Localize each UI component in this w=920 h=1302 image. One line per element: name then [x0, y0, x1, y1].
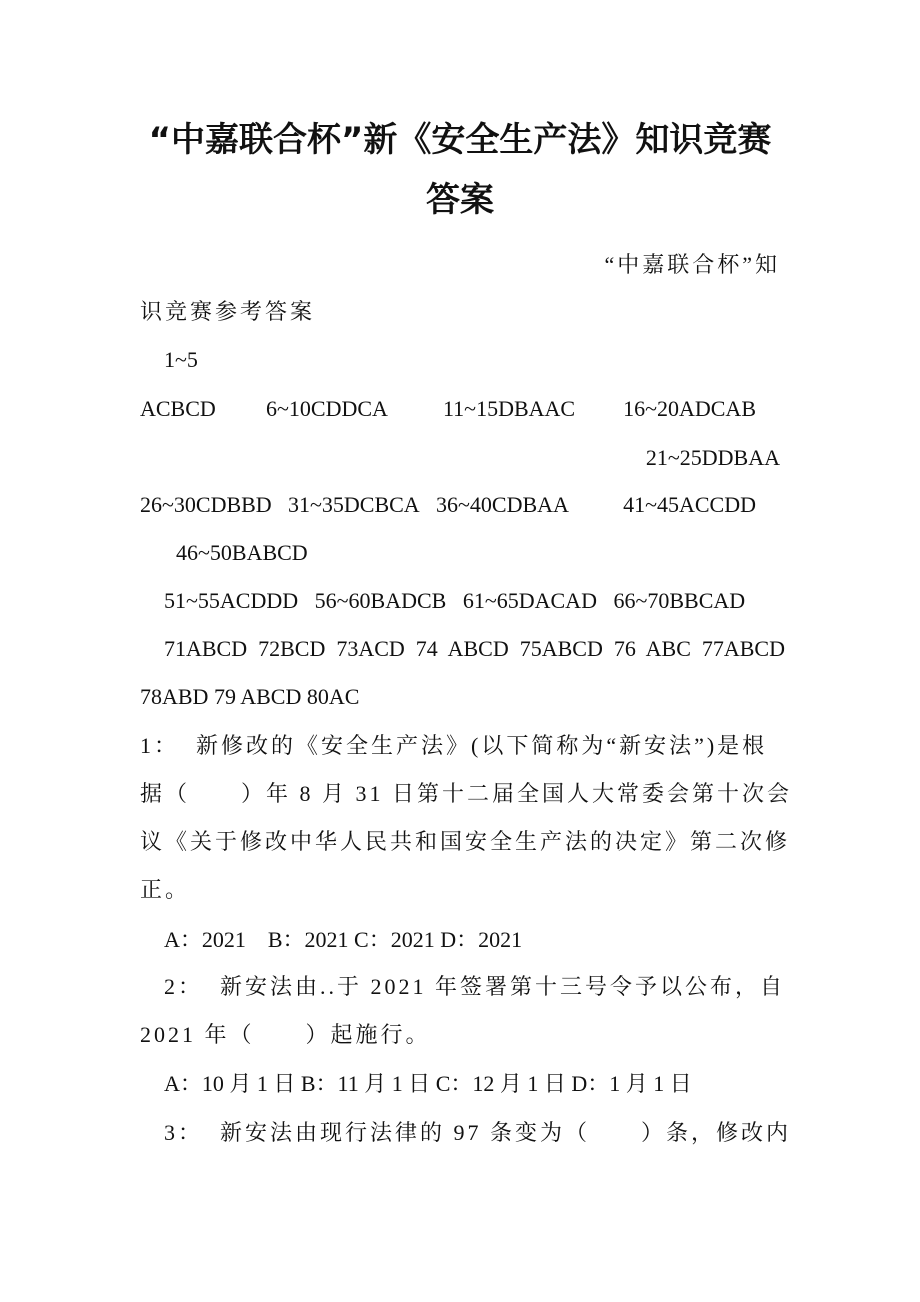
- answer-key-cell: 11~15DBAAC: [443, 396, 576, 421]
- answer-key-row: 21~25DDBAA: [645, 445, 780, 470]
- answer-key-cell: 6~10CDDCA: [266, 396, 388, 421]
- question-text-line: 2021 年（ ）起施行。: [140, 1022, 431, 1047]
- document-title-line-1: “中嘉联合杯”新《安全生产法》知识竞赛: [148, 120, 772, 160]
- answer-key-cell: 16~20ADCAB: [623, 396, 756, 421]
- answer-key-cell: ACBCD: [140, 396, 216, 421]
- answer-key-row: 51~55ACDDD 56~60BADCB 61~65DACAD 66~70BBCAD: [164, 588, 746, 613]
- question-text-line: 3： 新安法由现行法律的 97 条变为（ ）条，修改内: [164, 1120, 792, 1145]
- question-text-line: 据（ ）年 8 月 31 日第十二届全国人大常委会第十次会: [140, 781, 793, 806]
- question-text-line: 正。: [140, 877, 191, 902]
- answer-key-row: 46~50BABCD: [176, 540, 308, 565]
- question-options: A：10 月 1 日 B：11 月 1 日 C：12 月 1 日 D：1 月 1 日: [164, 1071, 692, 1096]
- answer-key-row: 78ABD 79 ABCD 80AC: [140, 684, 360, 709]
- document-title-line-2: 答案: [426, 180, 494, 220]
- answer-key-cell: 41~45ACCDD: [623, 492, 756, 517]
- question-text-line: 2： 新安法由..于 2021 年签署第十三号令予以公布，自: [164, 974, 786, 999]
- answer-key-cell: 31~35DCBCA: [288, 492, 420, 517]
- question-text-line: 1： 新修改的《安全生产法》(以下简称为“新安法”)是根: [140, 733, 768, 758]
- answer-key-row: 1~5: [164, 347, 198, 372]
- intro-line-2: 识竞赛参考答案: [140, 299, 316, 324]
- answer-key-cell: 36~40CDBAA: [436, 492, 569, 517]
- question-text-line: 议《关于修改中华人民共和国安全生产法的决定》第二次修: [140, 829, 791, 854]
- question-options: A：2021 B：2021 C：2021 D：2021: [164, 927, 523, 952]
- intro-line-1: “中嘉联合杯”知: [604, 252, 780, 277]
- answer-key-row: 71ABCD 72BCD 73ACD 74 ABCD 75ABCD 76 ABC 77ABCD: [164, 636, 785, 661]
- answer-key-cell: 26~30CDBBD: [140, 492, 272, 517]
